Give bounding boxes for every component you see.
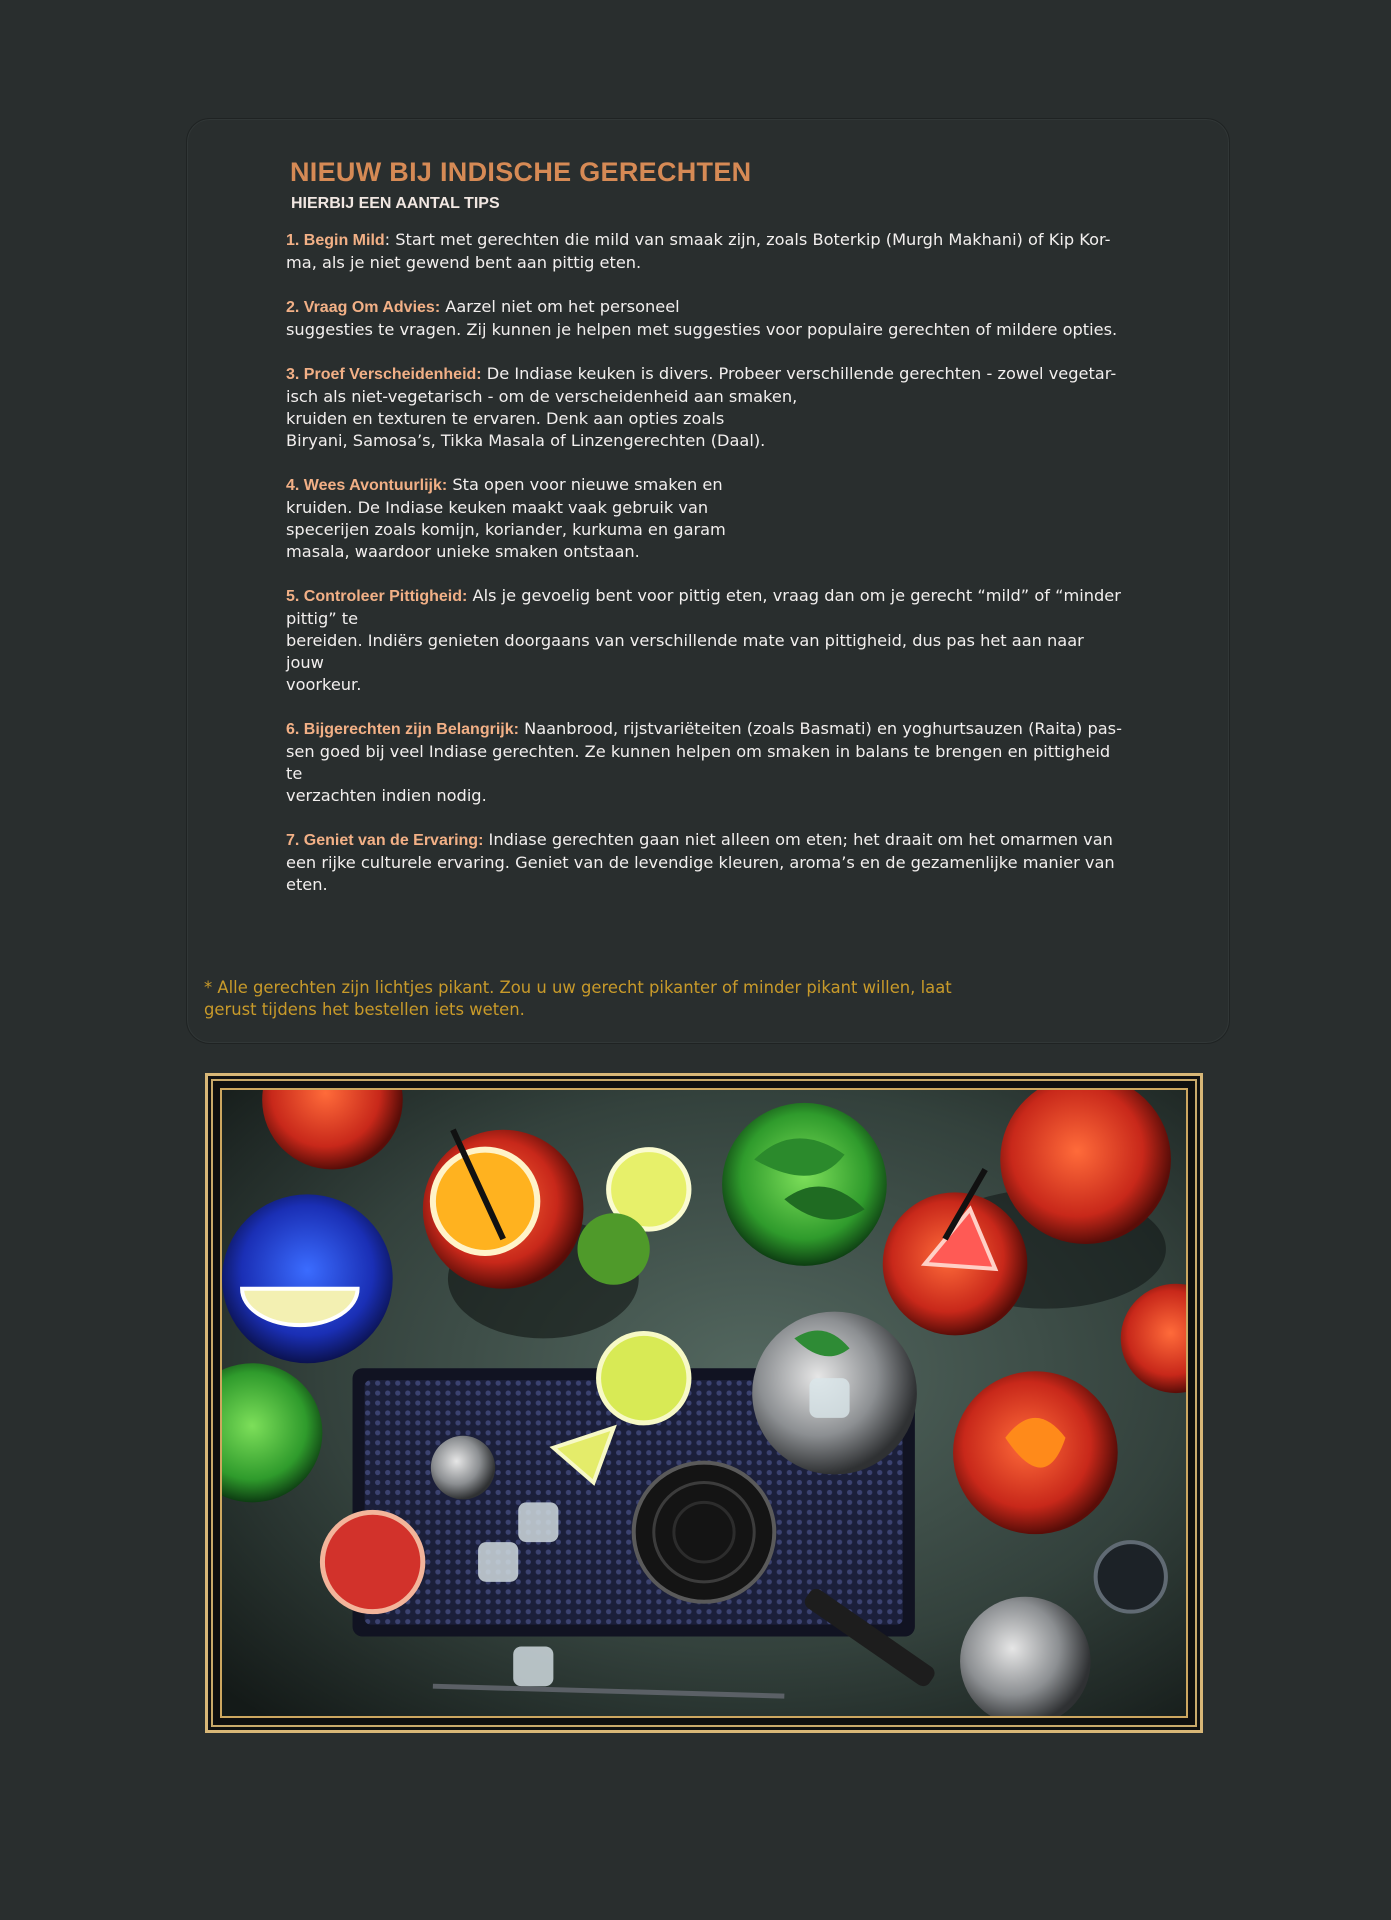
blue-cocktail-glass bbox=[222, 1194, 393, 1363]
tip-lead: 7. Geniet van de Ervaring: bbox=[286, 832, 484, 849]
lime-slice-icon bbox=[599, 1333, 689, 1422]
jigger bbox=[431, 1436, 495, 1500]
tip-item bbox=[286, 296, 1126, 341]
tip-text: Als je gevoelig bent voor pittig eten, vraag dan om je gerecht “mild” of “minder bbox=[467, 586, 1121, 605]
tip-text: Sta open voor nieuwe smaken en bbox=[447, 475, 723, 494]
spice-note bbox=[204, 977, 1004, 1021]
tip-lead: 4. Wees Avontuurlijk: bbox=[286, 477, 448, 494]
page-title: NIEUW BIJ INDISCHE GERECHTEN bbox=[290, 157, 752, 187]
tip-text: De Indiase keuken is divers. Probeer verschillende gerechten - zowel vegetar- bbox=[481, 364, 1117, 383]
ice-cube bbox=[513, 1646, 553, 1686]
tip-text: eten. bbox=[286, 875, 328, 894]
tip-text: voorkeur. bbox=[286, 675, 362, 694]
tip-text: : Start met gerechten die mild van smaak zijn, zoals Boterkip (Murgh Makhani) of Kip Kor- bbox=[384, 230, 1111, 249]
tip-text: verzachten indien nodig. bbox=[286, 786, 487, 805]
tip-text: Aarzel niet om het personeel bbox=[440, 297, 680, 316]
blood-orange-slice-icon bbox=[322, 1512, 422, 1611]
tip-item bbox=[286, 718, 1126, 807]
ice-cube bbox=[478, 1542, 518, 1582]
tip-text: kruiden en texturen te ervaren. Denk aan opties zoals bbox=[286, 409, 725, 428]
tip-text: Indiase gerechten gaan niet alleen om eten; het draait om het omarmen van bbox=[483, 830, 1113, 849]
tip-text: suggesties te vragen. Zij kunnen je helpen met suggesties voor populaire gerechten of mildere opties. bbox=[286, 320, 1118, 339]
spice-note-line: gerust tijdens het bestellen iets weten. bbox=[204, 1000, 525, 1019]
tip-item bbox=[286, 229, 1126, 274]
tip-item bbox=[286, 363, 1126, 452]
tip-lead: 2. Vraag Om Advies: bbox=[286, 299, 441, 316]
tip-text: pittig” te bbox=[286, 609, 359, 628]
cocktail-illustration bbox=[222, 1090, 1186, 1716]
tip-item bbox=[286, 585, 1126, 696]
cocktail-photo bbox=[220, 1088, 1188, 1718]
tips-list bbox=[286, 229, 1126, 918]
tip-text: een rijke culturele ervaring. Geniet van de levendige kleuren, aroma’s en de gezamenlijke manier van bbox=[286, 853, 1115, 872]
cocktail-photo-frame bbox=[205, 1073, 1203, 1733]
page-subtitle: HIERBIJ EEN AANTAL TIPS bbox=[291, 195, 500, 212]
tip-item bbox=[286, 829, 1126, 896]
spice-note-line: * Alle gerechten zijn lichtjes pikant. Zou u uw gerecht pikanter of minder pikant willen, laat bbox=[204, 978, 952, 997]
tip-lead: 3. Proef Verscheidenheid: bbox=[286, 366, 482, 383]
tip-item bbox=[286, 474, 1126, 563]
tip-lead: 6. Bijgerechten zijn Belangrijk: bbox=[286, 721, 519, 738]
tip-text: Biryani, Samosa’s, Tikka Masala of Linzengerechten (Daal). bbox=[286, 431, 766, 450]
tip-text: sen goed bij veel Indiase gerechten. Ze kunnen helpen om smaken in balans te brengen en pittigheid te bbox=[286, 742, 1111, 783]
tip-lead: 5. Controleer Pittigheid: bbox=[286, 588, 468, 605]
tip-text: ma, als je niet gewend bent aan pittig eten. bbox=[286, 253, 642, 272]
ice-cube bbox=[518, 1502, 558, 1542]
tips-card bbox=[186, 118, 1230, 1044]
tip-text: Naanbrood, rijstvariëteiten (zoals Basmati) en yoghurtsauzen (Raita) pas- bbox=[518, 719, 1122, 738]
tip-text: bereiden. Indiërs genieten doorgaans van verschillende mate van pittigheid, dus pas het aan naar jouw bbox=[286, 631, 1084, 672]
lime-icon bbox=[577, 1213, 649, 1285]
mojito-glass bbox=[722, 1103, 887, 1266]
tip-text: masala, waardoor unieke smaken ontstaan. bbox=[286, 542, 640, 561]
tip-text: kruiden. De Indiase keuken maakt vaak gebruik van bbox=[286, 498, 709, 517]
tip-text: specerijen zoals komijn, koriander, kurkuma en garam bbox=[286, 520, 726, 539]
tip-lead: 1. Begin Mild bbox=[286, 232, 385, 249]
tip-text: isch als niet-vegetarisch - om de verscheidenheid aan smaken, bbox=[286, 387, 798, 406]
